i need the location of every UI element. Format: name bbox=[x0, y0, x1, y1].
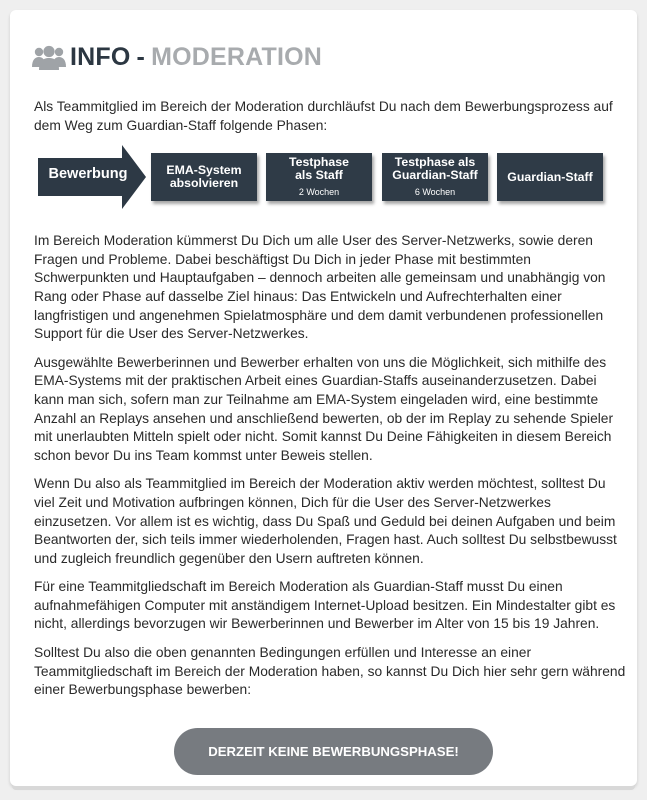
info-card bbox=[10, 10, 637, 786]
page-title bbox=[32, 43, 322, 72]
phase-step-2 bbox=[266, 153, 372, 201]
title-sub: MODERATION bbox=[151, 43, 323, 71]
paragraph-5: Solltest Du also die oben genannten Bedingungen erfüllen und Interesse an einer Teammitgliedschaft im Bereich der Moderation haben, so kannst Du Dich hier sehr gern während einer Bewerbungsphase bewerben: bbox=[34, 645, 626, 698]
paragraph-3: Wenn Du also als Teammitglied im Bereich der Moderation aktiv werden möchtest, solltest Du viel Zeit und Motivation aufbringen können, Dich für die User des Server-Netzwerkes einzusetzen. Vor allem ist es wichtig, dass Du Spaß und Geduld bei deinen Aufgaben und beim Beantworten der, sich teils immer wiederholenden, Fragen hast. Auch solltest Du selbstbewusst und zugleich freundlich gegenüber den Usern auftreten können. bbox=[34, 476, 617, 566]
card-bottom-edge bbox=[12, 786, 635, 790]
content-area bbox=[34, 98, 628, 710]
paragraph-2: Ausgewählte Bewerberinnen und Bewerber erhalten von uns die Möglichkeit, sich mithilfe des EMA-Systems mit der praktischen Arbeit eines Guardian-Staffs auseinanderzusetzen. Dabei kann man sich, sofern man zur Teilnahme am EMA-System eingeladen wird, eine bestimmte Anzahl an Replays ansehen und anschließend bewerten, ob der im Replay zu sehende Spieler mit unerlaubten Mitteln spielt oder nicht. Somit kannst Du Deine Fähigkeiten in diesem Bereich schon bevor Du ins Team kommst unter Beweis stellen. bbox=[34, 354, 614, 463]
paragraph-4: Für eine Teammitgliedschaft im Bereich Moderation als Guardian-Staff musst Du einen aufnahmefähigen Computer mit anständigem Internet-Upload besitzen. Ein Mindestalter gibt es nicht, allerdings bevorzugen wir Bewerberinnen und Bewerber im Alter von 15 bis 19 Jahren. bbox=[34, 579, 616, 632]
paragraph-1: Im Bereich Moderation kümmerst Du Dich um alle User des Server-Netzwerks, sowie deren Fragen und Probleme. Dabei beschäftigst Du Dich in jeder Phase mit bestimmten Schwerpunkten und Hauptaufgaben – dennoch arbeiten alle gemeinsam und unabhängig von Rang oder Phase auf dasselbe Ziel hinaus: Das Entwickeln und Aufrechterhalten einer langfristigen und angenehmen Spielatmosphäre und dem damit verbundenen professionellen Support für die User des Server-Netzwerkes. bbox=[34, 233, 606, 342]
phase-step-1 bbox=[151, 153, 257, 201]
intro-text: Als Teammitglied im Bereich der Moderation durchläufst Du nach dem Bewerbungsprozess auf dem Weg zum Guardian-Staff folgende Phasen: bbox=[34, 99, 613, 133]
no-application-phase-button[interactable]: DERZEIT KEINE BEWERBUNGSPHASE! bbox=[174, 728, 493, 775]
users-icon bbox=[32, 45, 66, 71]
phase-step-4 bbox=[497, 153, 603, 201]
phase-diagram bbox=[34, 145, 628, 215]
phase-step-duration: 2 Wochen bbox=[298, 187, 340, 198]
phase-step-title: Guardian-Staff bbox=[507, 169, 593, 184]
phase-step-title: Testphase als Guardian-Staff bbox=[392, 155, 478, 183]
phase-step-duration: 6 Wochen bbox=[414, 187, 456, 198]
title-separator: - bbox=[136, 43, 146, 71]
title-main: INFO bbox=[70, 43, 131, 71]
phase-step-3 bbox=[382, 153, 488, 201]
phase-step-title: Testphase als Staff bbox=[289, 155, 349, 183]
phase-step-title: EMA-System absolvieren bbox=[166, 163, 242, 191]
phase-arrow-label: Bewerbung bbox=[48, 166, 128, 183]
